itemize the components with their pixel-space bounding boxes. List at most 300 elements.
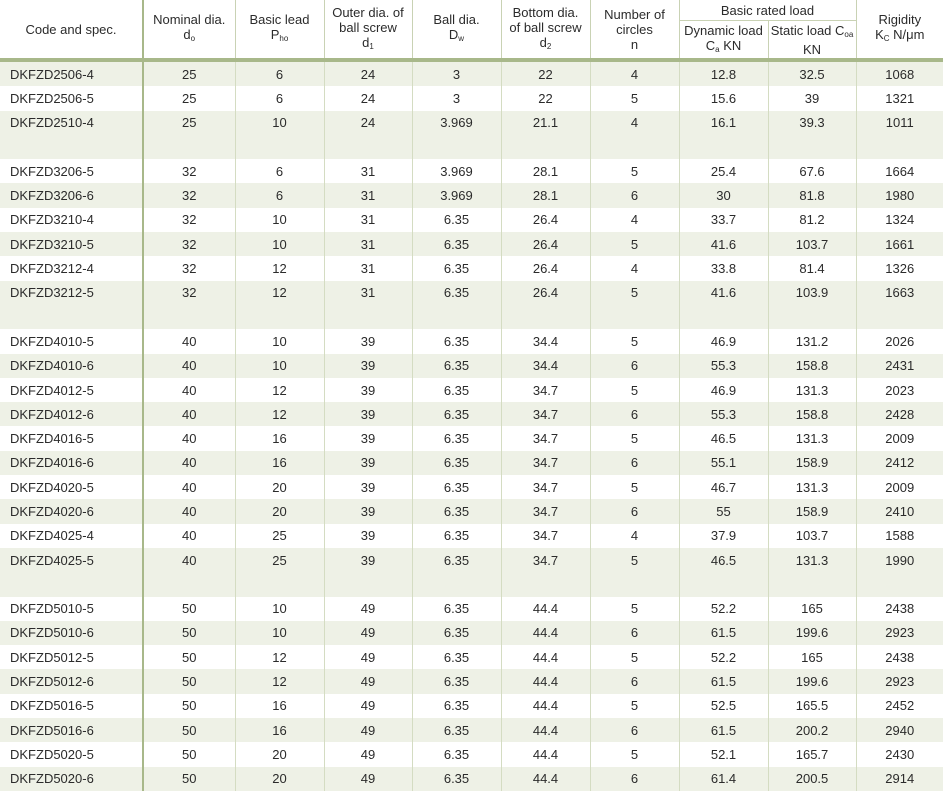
spacer-cell (412, 135, 501, 159)
cell-outer-dia: 39 (324, 354, 412, 378)
cell-static-load: 81.4 (768, 256, 856, 280)
table-row (0, 499, 943, 523)
cell-static-load: 158.8 (768, 354, 856, 378)
cell-ball-dia: 6.35 (412, 329, 501, 353)
cell-circles: 5 (590, 281, 679, 305)
cell-dynamic-load: 30 (679, 183, 768, 207)
cell-dynamic-load: 15.6 (679, 86, 768, 110)
cell-nominal-dia: 25 (143, 86, 235, 110)
header-dynamic-load: Dynamic load $C_a$ KN (679, 21, 768, 59)
cell-basic-lead: 10 (235, 354, 324, 378)
cell-dynamic-load: 46.5 (679, 426, 768, 450)
header-basic-rated-load: Basic rated load (679, 0, 856, 21)
cell-nominal-dia: 25 (143, 111, 235, 135)
cell-dynamic-load: 52.2 (679, 597, 768, 621)
table-row (0, 621, 943, 645)
spacer-cell (501, 572, 590, 596)
cell-basic-lead: 16 (235, 718, 324, 742)
cell-rigidity: 2430 (856, 742, 943, 766)
cell-static-load: 158.9 (768, 499, 856, 523)
header-bottom-dia: Bottom dia. of ball screw $d_2$ (501, 0, 590, 58)
cell-basic-lead: 20 (235, 767, 324, 791)
cell-outer-dia: 49 (324, 694, 412, 718)
cell-bottom-dia: 34.7 (501, 426, 590, 450)
cell-nominal-dia: 40 (143, 378, 235, 402)
cell-bottom-dia: 28.1 (501, 159, 590, 183)
cell-outer-dia: 31 (324, 208, 412, 232)
cell-ball-dia: 3.969 (412, 183, 501, 207)
cell-basic-lead: 12 (235, 402, 324, 426)
cell-ball-dia: 6.35 (412, 767, 501, 791)
cell-static-load: 103.7 (768, 524, 856, 548)
cell-outer-dia: 49 (324, 718, 412, 742)
cell-nominal-dia: 40 (143, 402, 235, 426)
cell-dynamic-load: 46.9 (679, 329, 768, 353)
cell-outer-dia: 39 (324, 329, 412, 353)
spacer-cell (235, 572, 324, 596)
cell-circles: 5 (590, 329, 679, 353)
table-row (0, 256, 943, 280)
spacer-cell (856, 572, 943, 596)
cell-circles: 6 (590, 354, 679, 378)
cell-basic-lead: 12 (235, 378, 324, 402)
cell-outer-dia: 39 (324, 475, 412, 499)
cell-ball-dia: 3.969 (412, 159, 501, 183)
header-nominal-dia: Nominal dia. $d_o$ (143, 0, 235, 58)
cell-rigidity: 1980 (856, 183, 943, 207)
cell-nominal-dia: 50 (143, 645, 235, 669)
cell-static-load: 131.3 (768, 548, 856, 572)
cell-static-load: 165 (768, 645, 856, 669)
cell-rigidity: 2026 (856, 329, 943, 353)
spacer-cell (856, 305, 943, 329)
cell-static-load: 103.7 (768, 232, 856, 256)
cell-dynamic-load: 37.9 (679, 524, 768, 548)
cell-bottom-dia: 34.7 (501, 451, 590, 475)
header-outer-dia: Outer dia. of ball screw $d_1$ (324, 0, 412, 58)
cell-code: DKFZD3212-5 (0, 281, 143, 305)
header-basic-lead: Basic lead $P_{ho}$ (235, 0, 324, 58)
spacer-cell (324, 305, 412, 329)
cell-rigidity: 2412 (856, 451, 943, 475)
cell-rigidity: 1664 (856, 159, 943, 183)
cell-code: DKFZD5016-6 (0, 718, 143, 742)
cell-dynamic-load: 46.5 (679, 548, 768, 572)
cell-dynamic-load: 46.9 (679, 378, 768, 402)
cell-code: DKFZD4012-6 (0, 402, 143, 426)
cell-circles: 6 (590, 402, 679, 426)
table-row (0, 183, 943, 207)
cell-bottom-dia: 44.4 (501, 694, 590, 718)
cell-circles: 6 (590, 183, 679, 207)
cell-bottom-dia: 34.4 (501, 354, 590, 378)
table-row (0, 767, 943, 791)
cell-rigidity: 1661 (856, 232, 943, 256)
cell-outer-dia: 31 (324, 183, 412, 207)
table-body (0, 62, 943, 791)
spacer-cell (0, 572, 143, 596)
spacer-cell (768, 305, 856, 329)
cell-rigidity: 2009 (856, 475, 943, 499)
cell-code: DKFZD5020-5 (0, 742, 143, 766)
header-code: Code and spec. (0, 0, 143, 58)
header-ball-dia: Ball dia. $D_w$ (412, 0, 501, 58)
cell-bottom-dia: 44.4 (501, 597, 590, 621)
cell-circles: 5 (590, 694, 679, 718)
table-row (0, 475, 943, 499)
cell-code: DKFZD2506-4 (0, 62, 143, 86)
spacer-cell (143, 572, 235, 596)
spacer-cell (590, 305, 679, 329)
cell-circles: 5 (590, 426, 679, 450)
table-row (0, 645, 943, 669)
cell-code: DKFZD5012-6 (0, 669, 143, 693)
cell-circles: 6 (590, 669, 679, 693)
cell-rigidity: 1588 (856, 524, 943, 548)
cell-basic-lead: 20 (235, 475, 324, 499)
cell-bottom-dia: 44.4 (501, 645, 590, 669)
cell-outer-dia: 39 (324, 451, 412, 475)
cell-nominal-dia: 50 (143, 669, 235, 693)
cell-outer-dia: 24 (324, 62, 412, 86)
cell-rigidity: 2452 (856, 694, 943, 718)
spacer-cell (0, 305, 143, 329)
cell-circles: 4 (590, 256, 679, 280)
spacer-cell (412, 305, 501, 329)
cell-basic-lead: 16 (235, 451, 324, 475)
cell-static-load: 81.2 (768, 208, 856, 232)
spacer-cell (501, 135, 590, 159)
cell-code: DKFZD2506-5 (0, 86, 143, 110)
cell-code: DKFZD4016-5 (0, 426, 143, 450)
cell-basic-lead: 20 (235, 499, 324, 523)
cell-ball-dia: 6.35 (412, 378, 501, 402)
cell-bottom-dia: 34.7 (501, 475, 590, 499)
cell-rigidity: 1068 (856, 62, 943, 86)
cell-basic-lead: 20 (235, 742, 324, 766)
cell-basic-lead: 6 (235, 183, 324, 207)
cell-outer-dia: 31 (324, 256, 412, 280)
cell-dynamic-load: 55 (679, 499, 768, 523)
cell-rigidity: 2410 (856, 499, 943, 523)
table-row (0, 742, 943, 766)
cell-outer-dia: 39 (324, 426, 412, 450)
cell-rigidity: 1324 (856, 208, 943, 232)
cell-circles: 6 (590, 499, 679, 523)
cell-rigidity: 2940 (856, 718, 943, 742)
table-row (0, 111, 943, 135)
cell-basic-lead: 12 (235, 256, 324, 280)
cell-dynamic-load: 61.5 (679, 621, 768, 645)
cell-bottom-dia: 26.4 (501, 256, 590, 280)
cell-basic-lead: 25 (235, 524, 324, 548)
cell-rigidity: 2438 (856, 645, 943, 669)
cell-dynamic-load: 61.4 (679, 767, 768, 791)
cell-bottom-dia: 34.7 (501, 499, 590, 523)
cell-ball-dia: 6.35 (412, 402, 501, 426)
cell-basic-lead: 16 (235, 694, 324, 718)
cell-static-load: 158.9 (768, 451, 856, 475)
cell-ball-dia: 6.35 (412, 694, 501, 718)
cell-outer-dia: 49 (324, 742, 412, 766)
group-spacer (0, 135, 943, 159)
cell-ball-dia: 6.35 (412, 548, 501, 572)
cell-ball-dia: 6.35 (412, 621, 501, 645)
cell-bottom-dia: 22 (501, 86, 590, 110)
cell-code: DKFZD4012-5 (0, 378, 143, 402)
cell-dynamic-load: 52.2 (679, 645, 768, 669)
cell-dynamic-load: 25.4 (679, 159, 768, 183)
header-rigidity: Rigidity $K_C$ N/μm (856, 0, 943, 58)
cell-static-load: 81.8 (768, 183, 856, 207)
spacer-cell (143, 305, 235, 329)
cell-outer-dia: 49 (324, 767, 412, 791)
spacer-cell (143, 135, 235, 159)
cell-circles: 5 (590, 475, 679, 499)
cell-dynamic-load: 52.1 (679, 742, 768, 766)
cell-dynamic-load: 46.7 (679, 475, 768, 499)
cell-code: DKFZD4020-6 (0, 499, 143, 523)
cell-dynamic-load: 33.8 (679, 256, 768, 280)
cell-ball-dia: 6.35 (412, 451, 501, 475)
cell-nominal-dia: 40 (143, 354, 235, 378)
cell-nominal-dia: 50 (143, 597, 235, 621)
cell-bottom-dia: 44.4 (501, 621, 590, 645)
cell-static-load: 131.2 (768, 329, 856, 353)
cell-outer-dia: 49 (324, 669, 412, 693)
cell-outer-dia: 49 (324, 645, 412, 669)
cell-basic-lead: 6 (235, 62, 324, 86)
cell-ball-dia: 3 (412, 86, 501, 110)
cell-outer-dia: 49 (324, 621, 412, 645)
cell-nominal-dia: 40 (143, 524, 235, 548)
cell-circles: 4 (590, 62, 679, 86)
cell-code: DKFZD5010-6 (0, 621, 143, 645)
cell-bottom-dia: 34.7 (501, 548, 590, 572)
cell-ball-dia: 6.35 (412, 669, 501, 693)
cell-outer-dia: 31 (324, 159, 412, 183)
cell-bottom-dia: 26.4 (501, 232, 590, 256)
cell-outer-dia: 24 (324, 111, 412, 135)
cell-static-load: 199.6 (768, 669, 856, 693)
cell-bottom-dia: 44.4 (501, 669, 590, 693)
cell-rigidity: 2428 (856, 402, 943, 426)
cell-bottom-dia: 26.4 (501, 208, 590, 232)
cell-bottom-dia: 28.1 (501, 183, 590, 207)
spacer-cell (679, 572, 768, 596)
cell-code: DKFZD4016-6 (0, 451, 143, 475)
table-row (0, 329, 943, 353)
cell-circles: 4 (590, 524, 679, 548)
cell-circles: 5 (590, 232, 679, 256)
cell-rigidity: 2009 (856, 426, 943, 450)
table-row (0, 426, 943, 450)
cell-dynamic-load: 16.1 (679, 111, 768, 135)
table-row (0, 208, 943, 232)
cell-bottom-dia: 22 (501, 62, 590, 86)
cell-outer-dia: 31 (324, 232, 412, 256)
cell-basic-lead: 10 (235, 232, 324, 256)
cell-nominal-dia: 32 (143, 281, 235, 305)
cell-ball-dia: 6.35 (412, 597, 501, 621)
cell-static-load: 131.3 (768, 426, 856, 450)
cell-outer-dia: 39 (324, 499, 412, 523)
cell-rigidity: 1990 (856, 548, 943, 572)
cell-basic-lead: 12 (235, 645, 324, 669)
cell-basic-lead: 10 (235, 329, 324, 353)
cell-circles: 5 (590, 548, 679, 572)
cell-circles: 5 (590, 742, 679, 766)
table-row (0, 281, 943, 305)
cell-static-load: 165.7 (768, 742, 856, 766)
spacer-cell (679, 135, 768, 159)
table-row (0, 378, 943, 402)
cell-circles: 6 (590, 451, 679, 475)
cell-rigidity: 1326 (856, 256, 943, 280)
table-row (0, 718, 943, 742)
cell-ball-dia: 6.35 (412, 232, 501, 256)
cell-nominal-dia: 40 (143, 451, 235, 475)
cell-code: DKFZD3206-6 (0, 183, 143, 207)
cell-ball-dia: 6.35 (412, 256, 501, 280)
cell-ball-dia: 6.35 (412, 499, 501, 523)
cell-static-load: 199.6 (768, 621, 856, 645)
cell-outer-dia: 49 (324, 597, 412, 621)
spacer-cell (590, 572, 679, 596)
cell-basic-lead: 6 (235, 159, 324, 183)
cell-rigidity: 2923 (856, 621, 943, 645)
cell-static-load: 200.5 (768, 767, 856, 791)
cell-static-load: 39.3 (768, 111, 856, 135)
cell-bottom-dia: 26.4 (501, 281, 590, 305)
cell-circles: 5 (590, 159, 679, 183)
cell-code: DKFZD5016-5 (0, 694, 143, 718)
cell-bottom-dia: 44.4 (501, 718, 590, 742)
cell-bottom-dia: 34.7 (501, 524, 590, 548)
spacer-cell (324, 135, 412, 159)
spacer-cell (0, 135, 143, 159)
spacer-cell (679, 305, 768, 329)
group-spacer (0, 305, 943, 329)
cell-rigidity: 2923 (856, 669, 943, 693)
cell-ball-dia: 6.35 (412, 524, 501, 548)
table-row (0, 451, 943, 475)
cell-code: DKFZD3212-4 (0, 256, 143, 280)
cell-circles: 6 (590, 767, 679, 791)
cell-static-load: 165 (768, 597, 856, 621)
cell-bottom-dia: 34.4 (501, 329, 590, 353)
cell-nominal-dia: 50 (143, 718, 235, 742)
cell-dynamic-load: 41.6 (679, 232, 768, 256)
table-row (0, 597, 943, 621)
cell-ball-dia: 6.35 (412, 645, 501, 669)
cell-basic-lead: 10 (235, 621, 324, 645)
cell-nominal-dia: 32 (143, 183, 235, 207)
cell-code: DKFZD5010-5 (0, 597, 143, 621)
spacer-cell (590, 135, 679, 159)
cell-nominal-dia: 50 (143, 694, 235, 718)
cell-basic-lead: 6 (235, 86, 324, 110)
cell-bottom-dia: 44.4 (501, 742, 590, 766)
cell-dynamic-load: 33.7 (679, 208, 768, 232)
cell-basic-lead: 12 (235, 669, 324, 693)
cell-nominal-dia: 40 (143, 475, 235, 499)
cell-basic-lead: 10 (235, 111, 324, 135)
spacer-cell (856, 135, 943, 159)
group-spacer (0, 572, 943, 596)
cell-static-load: 131.3 (768, 378, 856, 402)
spacer-cell (501, 305, 590, 329)
cell-circles: 4 (590, 111, 679, 135)
cell-dynamic-load: 41.6 (679, 281, 768, 305)
cell-rigidity: 1321 (856, 86, 943, 110)
header-static-load: Static load $C_{oa}$ KN (768, 21, 856, 59)
cell-ball-dia: 3.969 (412, 111, 501, 135)
cell-ball-dia: 6.35 (412, 281, 501, 305)
cell-circles: 6 (590, 621, 679, 645)
cell-static-load: 103.9 (768, 281, 856, 305)
table-row (0, 232, 943, 256)
cell-nominal-dia: 50 (143, 742, 235, 766)
cell-nominal-dia: 50 (143, 767, 235, 791)
cell-ball-dia: 6.35 (412, 742, 501, 766)
cell-code: DKFZD3206-5 (0, 159, 143, 183)
table-header (0, 0, 943, 58)
cell-basic-lead: 10 (235, 597, 324, 621)
cell-ball-dia: 6.35 (412, 426, 501, 450)
cell-nominal-dia: 50 (143, 621, 235, 645)
cell-basic-lead: 16 (235, 426, 324, 450)
cell-ball-dia: 6.35 (412, 354, 501, 378)
cell-bottom-dia: 34.7 (501, 378, 590, 402)
table-row (0, 62, 943, 86)
header-number-of-circles: Number of circles n (590, 0, 679, 58)
cell-rigidity: 1663 (856, 281, 943, 305)
cell-circles: 5 (590, 597, 679, 621)
cell-code: DKFZD5020-6 (0, 767, 143, 791)
cell-nominal-dia: 40 (143, 499, 235, 523)
cell-dynamic-load: 55.3 (679, 402, 768, 426)
spacer-cell (235, 305, 324, 329)
cell-code: DKFZD4025-5 (0, 548, 143, 572)
cell-nominal-dia: 40 (143, 329, 235, 353)
table-row (0, 159, 943, 183)
spacer-cell (768, 572, 856, 596)
cell-ball-dia: 3 (412, 62, 501, 86)
spacer-cell (412, 572, 501, 596)
cell-static-load: 158.8 (768, 402, 856, 426)
cell-static-load: 200.2 (768, 718, 856, 742)
cell-dynamic-load: 12.8 (679, 62, 768, 86)
cell-dynamic-load: 61.5 (679, 669, 768, 693)
cell-rigidity: 2431 (856, 354, 943, 378)
table-row (0, 402, 943, 426)
cell-static-load: 39 (768, 86, 856, 110)
cell-code: DKFZD5012-5 (0, 645, 143, 669)
cell-rigidity: 2914 (856, 767, 943, 791)
cell-code: DKFZD4010-5 (0, 329, 143, 353)
cell-ball-dia: 6.35 (412, 475, 501, 499)
cell-static-load: 32.5 (768, 62, 856, 86)
table-row (0, 524, 943, 548)
cell-rigidity: 2023 (856, 378, 943, 402)
cell-outer-dia: 31 (324, 281, 412, 305)
cell-outer-dia: 39 (324, 402, 412, 426)
cell-dynamic-load: 55.3 (679, 354, 768, 378)
cell-nominal-dia: 40 (143, 426, 235, 450)
cell-code: DKFZD3210-5 (0, 232, 143, 256)
cell-basic-lead: 25 (235, 548, 324, 572)
